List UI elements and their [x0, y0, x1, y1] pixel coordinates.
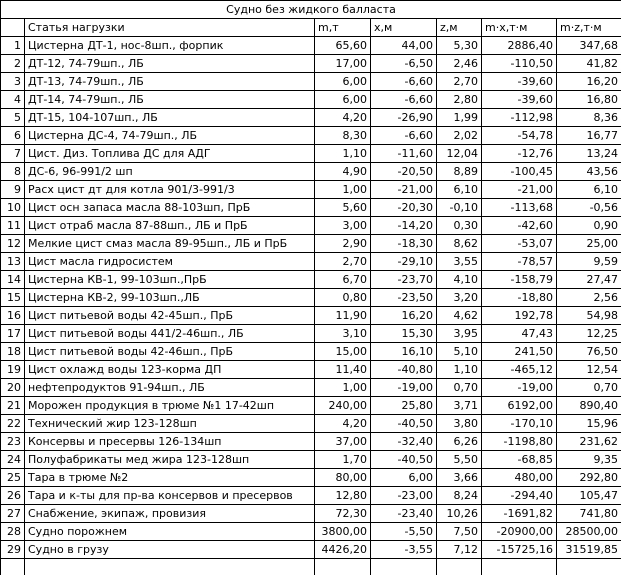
row-mx: -12,76 [482, 145, 557, 163]
row-item: Расх цист дт для котла 901/3-991/3 [25, 181, 315, 199]
row-mz: 105,47 [557, 487, 621, 505]
row-item: ДТ-14, 74-79шп., ЛБ [25, 91, 315, 109]
row-x: -19,00 [371, 379, 437, 397]
row-z: 6,10 [437, 181, 482, 199]
row-item: Цист охлажд воды 123-корма ДП [25, 361, 315, 379]
row-z: 1,10 [437, 361, 482, 379]
table-row [1, 109, 621, 127]
row-mz: 15,96 [557, 415, 621, 433]
row-mass: 1,00 [315, 379, 371, 397]
row-z: 7,12 [437, 541, 482, 559]
row-x: -23,40 [371, 505, 437, 523]
row-mass: 8,30 [315, 127, 371, 145]
row-mx: -112,98 [482, 109, 557, 127]
row-mx: -68,85 [482, 451, 557, 469]
row-z: 8,62 [437, 235, 482, 253]
row-mz: 0,70 [557, 379, 621, 397]
row-z: 0,70 [437, 379, 482, 397]
header-index-cell [1, 19, 25, 37]
row-x: 16,10 [371, 343, 437, 361]
table-row [1, 469, 621, 487]
empty-cell [1, 559, 25, 575]
row-index: 15 [1, 289, 25, 307]
row-z: 1,99 [437, 109, 482, 127]
header-item: Статья нагрузки [25, 19, 315, 37]
row-item: Цистерна ДТ-1, нос-8шп., форпик [25, 37, 315, 55]
row-index: 25 [1, 469, 25, 487]
row-mass: 11,40 [315, 361, 371, 379]
row-item: Тара в трюме №2 [25, 469, 315, 487]
row-mass: 1,10 [315, 145, 371, 163]
row-mass: 15,00 [315, 343, 371, 361]
row-mass: 240,00 [315, 397, 371, 415]
empty-cell [371, 559, 437, 575]
header-z: z,м [437, 19, 482, 37]
row-x: 25,80 [371, 397, 437, 415]
row-x: 6,00 [371, 469, 437, 487]
row-mass: 17,00 [315, 55, 371, 73]
row-mass: 6,00 [315, 91, 371, 109]
row-index: 11 [1, 217, 25, 235]
row-z: 8,89 [437, 163, 482, 181]
row-item: Морожен продукция в трюме №1 17-42шп [25, 397, 315, 415]
row-mx: -110,50 [482, 55, 557, 73]
row-item: Тара и к-ты для пр-ва консервов и пресервов [25, 487, 315, 505]
row-x: -20,50 [371, 163, 437, 181]
row-mass: 6,00 [315, 73, 371, 91]
table-row [1, 415, 621, 433]
row-index: 20 [1, 379, 25, 397]
row-x: -40,50 [371, 451, 437, 469]
row-mz: 347,68 [557, 37, 621, 55]
row-mx: -20900,00 [482, 523, 557, 541]
row-mx: -1198,80 [482, 433, 557, 451]
row-x: 44,00 [371, 37, 437, 55]
table-row [1, 253, 621, 271]
table-row [1, 181, 621, 199]
table-row [1, 37, 621, 55]
row-index: 7 [1, 145, 25, 163]
row-mz: 16,77 [557, 127, 621, 145]
row-item: Цист масла гидросистем [25, 253, 315, 271]
table-row [1, 145, 621, 163]
row-mz: 741,80 [557, 505, 621, 523]
row-item: ДС-6, 96-991/2 шп [25, 163, 315, 181]
row-index: 27 [1, 505, 25, 523]
row-mass: 6,70 [315, 271, 371, 289]
row-z: 6,26 [437, 433, 482, 451]
table-row [1, 307, 621, 325]
row-item: Цист питьевой воды 441/2-46шп., ЛБ [25, 325, 315, 343]
row-index: 3 [1, 73, 25, 91]
row-mz: 12,54 [557, 361, 621, 379]
row-mz: 6,10 [557, 181, 621, 199]
header-mx: m·x,т·м [482, 19, 557, 37]
row-item: Цист осн запаса масла 88-103шп, ПрБ [25, 199, 315, 217]
row-mz: 890,40 [557, 397, 621, 415]
row-item: Судно в грузу [25, 541, 315, 559]
table-row [1, 55, 621, 73]
table-row [1, 235, 621, 253]
row-mz: 9,35 [557, 451, 621, 469]
row-z: -0,10 [437, 199, 482, 217]
row-mass: 3800,00 [315, 523, 371, 541]
row-mx: -78,57 [482, 253, 557, 271]
row-z: 3,66 [437, 469, 482, 487]
row-x: -21,00 [371, 181, 437, 199]
header-mass: m,т [315, 19, 371, 37]
row-mass: 4426,20 [315, 541, 371, 559]
row-mx: -1691,82 [482, 505, 557, 523]
row-mass: 4,90 [315, 163, 371, 181]
row-mz: 9,59 [557, 253, 621, 271]
row-index: 10 [1, 199, 25, 217]
row-mass: 65,60 [315, 37, 371, 55]
row-z: 10,26 [437, 505, 482, 523]
header-row [1, 19, 621, 37]
table-row [1, 199, 621, 217]
row-index: 21 [1, 397, 25, 415]
row-mx: -170,10 [482, 415, 557, 433]
table-row [1, 361, 621, 379]
table-title: Судно без жидкого балласта [1, 1, 621, 19]
row-index: 23 [1, 433, 25, 451]
row-mz: 292,80 [557, 469, 621, 487]
row-mx: -294,40 [482, 487, 557, 505]
row-z: 12,04 [437, 145, 482, 163]
row-mz: 16,80 [557, 91, 621, 109]
row-index: 9 [1, 181, 25, 199]
row-item: Цист отраб масла 87-88шп., ЛБ и ПрБ [25, 217, 315, 235]
row-mass: 80,00 [315, 469, 371, 487]
row-mx: 241,50 [482, 343, 557, 361]
row-mass: 0,80 [315, 289, 371, 307]
row-z: 4,62 [437, 307, 482, 325]
table-row [1, 379, 621, 397]
row-z: 5,50 [437, 451, 482, 469]
row-mz: 8,36 [557, 109, 621, 127]
row-x: -3,55 [371, 541, 437, 559]
row-mx: -465,12 [482, 361, 557, 379]
row-mx: 192,78 [482, 307, 557, 325]
empty-cell [437, 559, 482, 575]
row-mx: -39,60 [482, 91, 557, 109]
row-item: Судно порожнем [25, 523, 315, 541]
empty-cell [482, 559, 557, 575]
row-mx: -39,60 [482, 73, 557, 91]
row-x: -6,50 [371, 55, 437, 73]
row-mz: 43,56 [557, 163, 621, 181]
row-index: 29 [1, 541, 25, 559]
row-item: Цист питьевой воды 42-46шп., ПрБ [25, 343, 315, 361]
row-mass: 12,80 [315, 487, 371, 505]
table-row [1, 325, 621, 343]
row-mx: -113,68 [482, 199, 557, 217]
row-z: 3,80 [437, 415, 482, 433]
table-row [1, 271, 621, 289]
row-mz: 231,62 [557, 433, 621, 451]
empty-cell [557, 559, 621, 575]
row-mass: 11,90 [315, 307, 371, 325]
table-row [1, 127, 621, 145]
row-item: ДТ-15, 104-107шп., ЛБ [25, 109, 315, 127]
row-x: 16,20 [371, 307, 437, 325]
row-mass: 1,00 [315, 181, 371, 199]
table-row [1, 163, 621, 181]
row-index: 19 [1, 361, 25, 379]
row-mz: 27,47 [557, 271, 621, 289]
row-mass: 4,20 [315, 109, 371, 127]
row-index: 14 [1, 271, 25, 289]
table-row [1, 523, 621, 541]
title-row [1, 1, 621, 19]
row-x: -20,30 [371, 199, 437, 217]
row-mx: 480,00 [482, 469, 557, 487]
row-x: -23,00 [371, 487, 437, 505]
empty-row [1, 559, 621, 575]
row-mx: -53,07 [482, 235, 557, 253]
row-mass: 4,20 [315, 415, 371, 433]
row-mass: 2,90 [315, 235, 371, 253]
empty-cell [315, 559, 371, 575]
row-x: -5,50 [371, 523, 437, 541]
row-index: 28 [1, 523, 25, 541]
row-item: ДТ-13, 74-79шп., ЛБ [25, 73, 315, 91]
row-z: 3,55 [437, 253, 482, 271]
table-row [1, 73, 621, 91]
table-row [1, 397, 621, 415]
row-item: Цистерна КВ-1, 99-103шп.,ПрБ [25, 271, 315, 289]
row-mz: -0,56 [557, 199, 621, 217]
row-z: 2,70 [437, 73, 482, 91]
row-index: 2 [1, 55, 25, 73]
row-index: 17 [1, 325, 25, 343]
row-mx: -21,00 [482, 181, 557, 199]
row-mx: -158,79 [482, 271, 557, 289]
row-x: -23,70 [371, 271, 437, 289]
row-mz: 25,00 [557, 235, 621, 253]
table-row [1, 217, 621, 235]
header-x: x,м [371, 19, 437, 37]
row-mass: 3,00 [315, 217, 371, 235]
row-mx: -100,45 [482, 163, 557, 181]
table-row [1, 451, 621, 469]
row-mz: 2,56 [557, 289, 621, 307]
row-z: 3,20 [437, 289, 482, 307]
row-x: -40,50 [371, 415, 437, 433]
table-row [1, 487, 621, 505]
row-item: Мелкие цист смаз масла 89-95шп., ЛБ и ПрБ [25, 235, 315, 253]
row-index: 12 [1, 235, 25, 253]
row-mz: 12,25 [557, 325, 621, 343]
row-item: Цистерна ДС-4, 74-79шп., ЛБ [25, 127, 315, 145]
row-x: -26,90 [371, 109, 437, 127]
row-mz: 31519,85 [557, 541, 621, 559]
row-x: 15,30 [371, 325, 437, 343]
row-item: Цистерна КВ-2, 99-103шп.,ЛБ [25, 289, 315, 307]
row-mx: -42,60 [482, 217, 557, 235]
row-index: 16 [1, 307, 25, 325]
row-mx: 2886,40 [482, 37, 557, 55]
row-x: -6,60 [371, 73, 437, 91]
row-x: -23,50 [371, 289, 437, 307]
row-mx: -18,80 [482, 289, 557, 307]
row-x: -32,40 [371, 433, 437, 451]
row-z: 3,71 [437, 397, 482, 415]
row-z: 7,50 [437, 523, 482, 541]
row-mass: 2,70 [315, 253, 371, 271]
table-row [1, 289, 621, 307]
row-index: 26 [1, 487, 25, 505]
row-mx: -15725,16 [482, 541, 557, 559]
row-item: ДТ-12, 74-79шп., ЛБ [25, 55, 315, 73]
row-index: 8 [1, 163, 25, 181]
row-mass: 37,00 [315, 433, 371, 451]
row-mass: 5,60 [315, 199, 371, 217]
row-index: 22 [1, 415, 25, 433]
row-mass: 72,30 [315, 505, 371, 523]
row-mz: 41,82 [557, 55, 621, 73]
row-item: нефтепродуктов 91-94шп., ЛБ [25, 379, 315, 397]
row-item: Цист. Диз. Топлива ДС для АДГ [25, 145, 315, 163]
row-index: 5 [1, 109, 25, 127]
row-item: Консервы и пресервы 126-134шп [25, 433, 315, 451]
row-x: -14,20 [371, 217, 437, 235]
table-row [1, 541, 621, 559]
row-index: 13 [1, 253, 25, 271]
row-mx: -54,78 [482, 127, 557, 145]
row-mx: -19,00 [482, 379, 557, 397]
row-z: 5,10 [437, 343, 482, 361]
row-mz: 13,24 [557, 145, 621, 163]
table-row [1, 91, 621, 109]
row-item: Цист питьевой воды 42-45шп., ПрБ [25, 307, 315, 325]
row-z: 2,02 [437, 127, 482, 145]
header-mz: m·z,т·м [557, 19, 621, 37]
row-z: 5,30 [437, 37, 482, 55]
row-item: Полуфабрикаты мед жира 123-128шп [25, 451, 315, 469]
row-z: 8,24 [437, 487, 482, 505]
row-x: -18,30 [371, 235, 437, 253]
row-index: 18 [1, 343, 25, 361]
row-z: 2,46 [437, 55, 482, 73]
row-mass: 3,10 [315, 325, 371, 343]
row-z: 2,80 [437, 91, 482, 109]
row-index: 24 [1, 451, 25, 469]
empty-cell [25, 559, 315, 575]
row-mx: 6192,00 [482, 397, 557, 415]
row-item: Снабжение, экипаж, провизия [25, 505, 315, 523]
row-x: -6,60 [371, 91, 437, 109]
row-z: 3,95 [437, 325, 482, 343]
row-mz: 76,50 [557, 343, 621, 361]
row-x: -40,80 [371, 361, 437, 379]
row-mz: 54,98 [557, 307, 621, 325]
table-row [1, 505, 621, 523]
row-mass: 1,70 [315, 451, 371, 469]
table-row [1, 433, 621, 451]
row-item: Технический жир 123-128шп [25, 415, 315, 433]
row-z: 4,10 [437, 271, 482, 289]
row-mz: 28500,00 [557, 523, 621, 541]
row-mz: 0,90 [557, 217, 621, 235]
row-z: 0,30 [437, 217, 482, 235]
row-x: -29,10 [371, 253, 437, 271]
table-row [1, 343, 621, 361]
row-mz: 16,20 [557, 73, 621, 91]
row-x: -11,60 [371, 145, 437, 163]
row-index: 4 [1, 91, 25, 109]
row-index: 1 [1, 37, 25, 55]
row-x: -6,60 [371, 127, 437, 145]
row-mx: 47,43 [482, 325, 557, 343]
row-index: 6 [1, 127, 25, 145]
